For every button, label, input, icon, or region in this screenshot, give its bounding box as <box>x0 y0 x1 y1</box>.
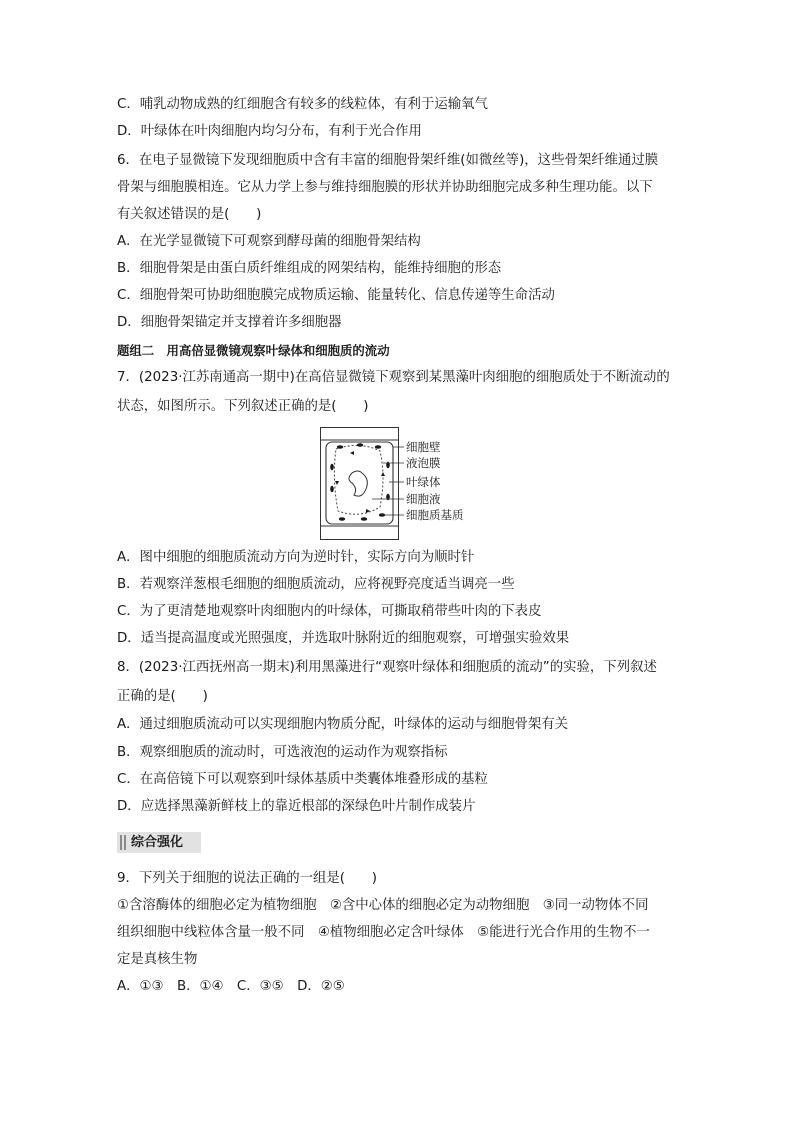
option-8c: C．在高倍镜下可以观察到叶绿体基质中类囊体堆叠形成的基粒 <box>117 772 488 787</box>
question-9-statements: ①含溶酶体的细胞必定为植物细胞 ②含中心体的细胞必定为动物细胞 ③同一动物体不同 <box>117 898 649 913</box>
label-cell-sap: 细胞液 <box>406 492 441 506</box>
label-cell-wall: 细胞壁 <box>406 440 441 454</box>
option-6b: B．细胞骨架是由蛋白质纤维组成的网架结构，能维持细胞的形态 <box>117 261 502 276</box>
label-cytosol: 细胞质基质 <box>406 508 464 522</box>
cell-diagram <box>320 427 480 540</box>
option-8a: A．通过细胞质流动可以实现细胞内物质分配，叶绿体的运动与细胞骨架有关 <box>117 717 569 732</box>
section-badge <box>117 832 201 853</box>
question-7-stem-line-2: 状态，如图所示。下列叙述正确的是( ) <box>117 399 369 414</box>
label-tonoplast: 液泡膜 <box>406 456 441 470</box>
section-heading-group-2: 题组二 用高倍显微镜观察叶绿体和细胞质的流动 <box>117 343 390 358</box>
question-8-stem: 8．(2023·江西抚州高一期末)利用黑藻进行“观察叶绿体和细胞质的流动”的实验，下列叙述 <box>117 660 657 675</box>
option-8b: B．观察细胞质的流动时，可选液泡的运动作为观察指标 <box>117 745 448 760</box>
option-7d: D．适当提高温度或光照强度，并选取叶脉附近的细胞观察，可增强实验效果 <box>117 631 570 646</box>
option-7c: C．为了更清楚地观察叶肉细胞内的叶绿体，可撕取稍带些叶肉的下表皮 <box>117 604 542 619</box>
question-7-stem: 7．(2023·江苏南通高一期中)在高倍显微镜下观察到某黑藻叶肉细胞的细胞质处于不断流动的 <box>117 370 670 385</box>
option-7a: A．图中细胞的细胞质流动方向为逆时针，实际方向为顺时针 <box>117 550 475 565</box>
question-6-stem: 6．在电子显微镜下发现细胞质中含有丰富的细胞骨架纤维(如微丝等)，这些骨架纤维通过膜 <box>117 153 659 168</box>
question-9-statements-line-2: 组织细胞中线粒体含量一般不同 ④植物细胞必定含叶绿体 ⑤能进行光合作用的生物不一 <box>117 925 650 940</box>
badge-bar <box>120 835 122 850</box>
question-6-stem-line-2: 骨架与细胞膜相连。它从力学上参与维持细胞膜的形状并协助细胞完成多种生理功能。以下 <box>117 180 653 195</box>
question-9-options: A．①③ B．①④ C．③⑤ D．②⑤ <box>117 979 345 994</box>
badge-bar <box>124 835 126 850</box>
option-7b: B．若观察洋葱根毛细胞的细胞质流动，应将视野亮度适当调亮一些 <box>117 577 515 592</box>
question-9-statements-line-3: 定是真核生物 <box>117 952 198 967</box>
option-6c: C．细胞骨架可协助细胞膜完成物质运输、能量转化、信息传递等生命活动 <box>117 288 555 303</box>
question-8-stem-line-2: 正确的是( ) <box>117 689 208 704</box>
option-5d: D．叶绿体在叶肉细胞内均匀分布，有利于光合作用 <box>117 124 422 139</box>
option-6a: A．在光学显微镜下可观察到酵母菌的细胞骨架结构 <box>117 234 421 249</box>
question-6-stem-line-3: 有关叙述错误的是( ) <box>117 207 262 222</box>
option-5c: C．哺乳动物成熟的红细胞含有较多的线粒体，有利于运输氧气 <box>117 97 488 112</box>
cytoplasm-flow-figure <box>320 427 480 540</box>
section-badge-label: 综合强化 <box>131 835 184 850</box>
option-6d: D．细胞骨架锚定并支撑着许多细胞器 <box>117 315 342 330</box>
label-chloroplast: 叶绿体 <box>406 475 441 489</box>
option-8d: D．应选择黑藻新鲜枝上的靠近根部的深绿色叶片制作成装片 <box>117 799 476 814</box>
question-9-stem: 9．下列关于细胞的说法正确的一组是( ) <box>117 871 377 886</box>
